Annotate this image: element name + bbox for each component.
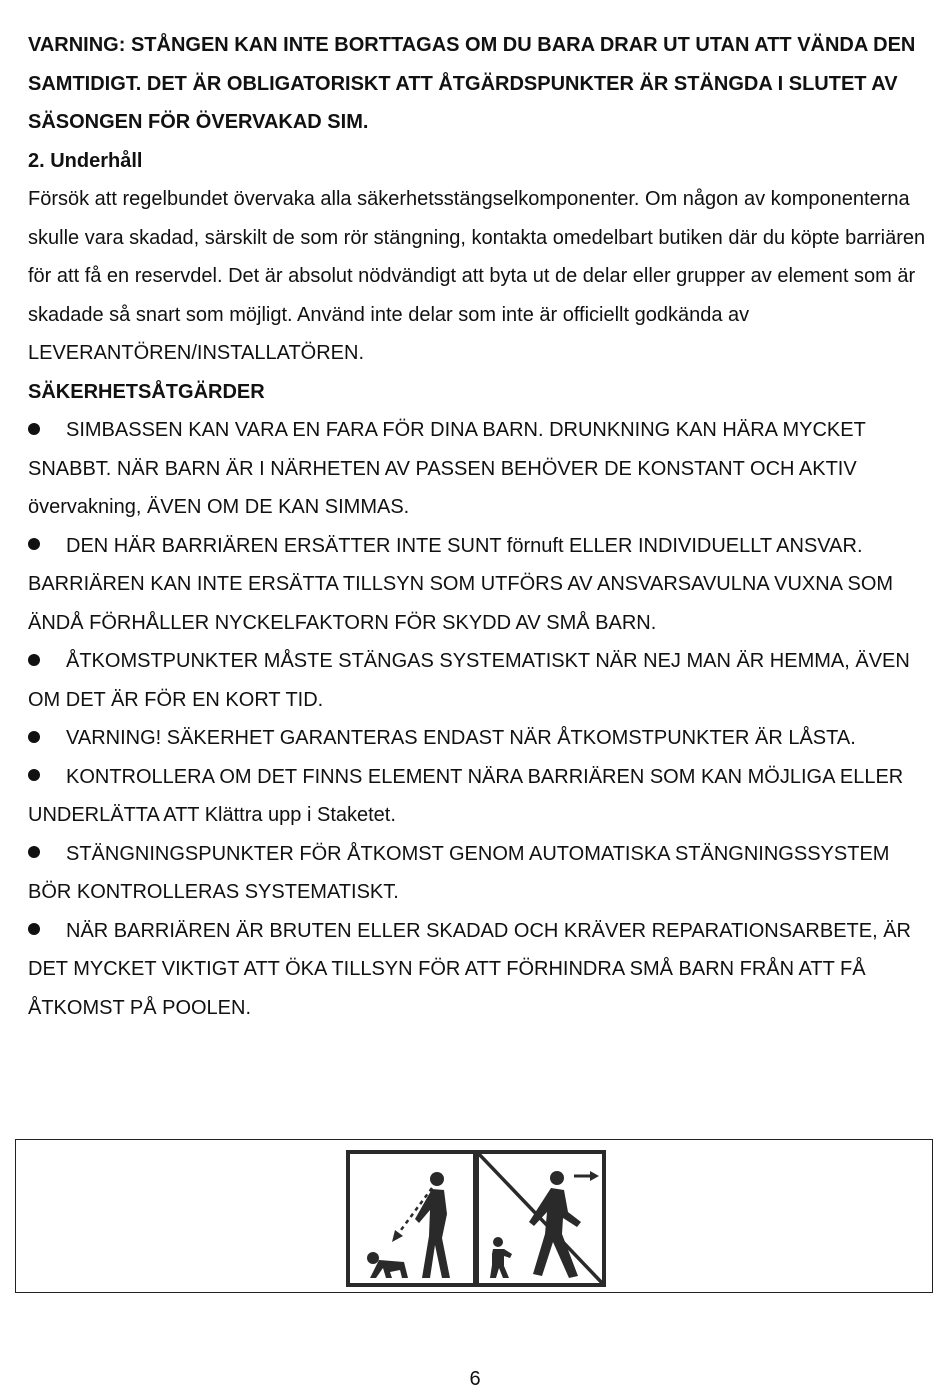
safety-item: NÄR BARRIÄREN ÄR BRUTEN ELLER SKADAD OCH KRÄVER REPARATIONSARBETE, ÄR DET MYCKET VIKTIGT ATT ÖKA TILLSYN FÖR ATT FÖRHINDRA SMÅ BARN FRÅN ATT FÅ ÅTKOMST PÅ POOLEN.: [28, 912, 928, 1028]
safety-item: ÅTKOMSTPUNKTER MÅSTE STÄNGAS SYSTEMATISKT NÄR NEJ MAN ÄR HEMMA, ÄVEN OM DET ÄR FÖR EN KORT TID.: [28, 642, 928, 719]
warning-paragraph: VARNING: STÅNGEN KAN INTE BORTTAGAS OM DU BARA DRAR UT UTAN ATT VÄNDA DEN SAMTIDIGT. DET ÄR OBLIGATORISKT ATT ÅTGÄRDSPUNKTER ÄR STÄNGDA I SLUTET AV SÄSONGEN FÖR ÖVERVAKAD SIM.: [28, 34, 916, 133]
safety-pictogram-frame: [15, 1139, 933, 1293]
safety-item: DEN HÄR BARRIÄREN ERSÄTTER INTE SUNT förnuft ELLER INDIVIDUELLT ANSVAR. BARRIÄREN KAN INTE ERSÄTTA TILLSYN SOM UTFÖRS AV ANSVARSAVULNA VUXNA SOM ÄNDÅ FÖRHÅLLER NYCKELFAKTORN FÖR SKYDD AV SMÅ BARN.: [28, 527, 928, 643]
maintenance-heading: 2. Underhåll: [28, 149, 143, 172]
safety-item: KONTROLLERA OM DET FINNS ELEMENT NÄRA BARRIÄREN SOM KAN MÖJLIGA ELLER UNDERLÄTTA ATT Klättra upp i Staketet.: [28, 758, 928, 835]
document-body: [28, 26, 928, 1027]
bullet-icon: [28, 411, 66, 450]
bullet-icon: [28, 758, 66, 797]
bullet-icon: [28, 527, 66, 566]
page-number: 6: [469, 1368, 481, 1390]
safety-item: SIMBASSEN KAN VARA EN FARA FÖR DINA BARN. DRUNKNING KAN HÄRA MYCKET SNABBT. NÄR BARN ÄR I NÄRHETEN AV PASSEN BEHÖVER DE KONSTANT OCH AKTIV övervakning, ÄVEN OM DE KAN SIMMAS.: [28, 411, 928, 527]
safety-item: STÄNGNINGSPUNKTER FÖR ÅTKOMST GENOM AUTOMATISKA STÄNGNINGSSYSTEM BÖR KONTROLLERAS SYSTEMATISKT.: [28, 835, 928, 912]
bullet-icon: [28, 912, 66, 951]
bullet-icon: [28, 719, 66, 758]
maintenance-paragraph: Försök att regelbundet övervaka alla säkerhetsstängselkomponenter. Om någon av komponenterna skulle vara skadad, särskilt de som rör stängning, kontakta omedelbart butiken där du köpte barriären för att få en reservdel. Det är absolut nödvändigt att byta ut de delar eller grupper av element som är skadade så snart som möjligt. Använd inte delar som inte är officiellt godkända av LEVERANTÖREN/INSTALLATÖREN.: [28, 188, 926, 364]
safety-pictogram: [346, 1150, 606, 1288]
safety-heading: SÄKERHETSÅTGÄRDER: [28, 380, 265, 403]
bullet-icon: [28, 835, 66, 874]
adult-leaving-child-prohibited-icon: [477, 1152, 604, 1285]
safety-item: VARNING! SÄKERHET GARANTERAS ENDAST NÄR ÅTKOMSTPUNKTER ÄR LÅSTA.: [28, 719, 928, 758]
bullet-icon: [28, 642, 66, 681]
adult-watching-crawling-child-icon: [348, 1152, 475, 1285]
